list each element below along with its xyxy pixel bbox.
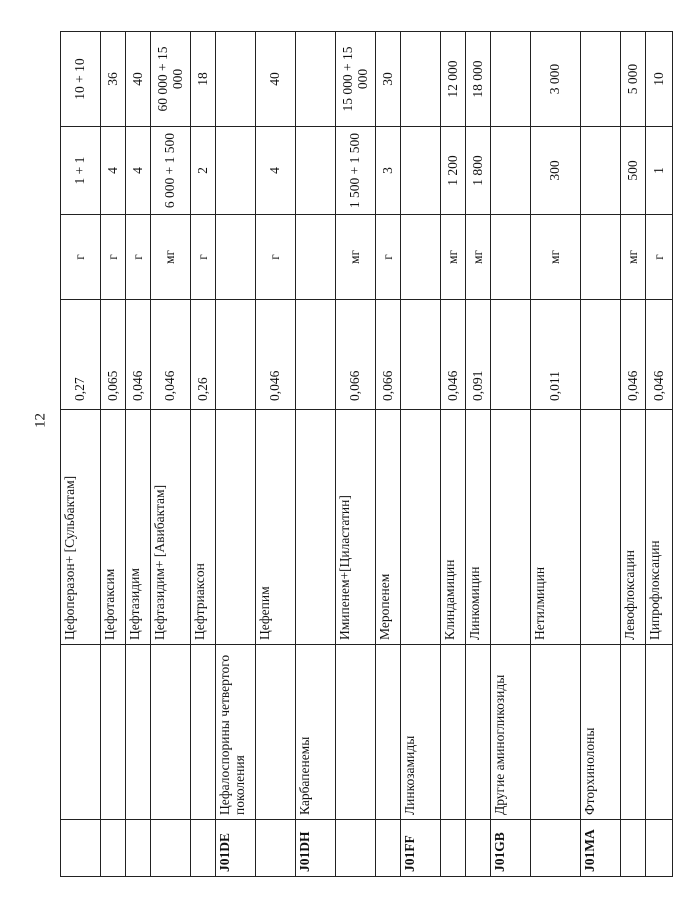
atc-code-cell [466, 820, 491, 877]
drug-name-cell: Ципрофлоксацин [646, 410, 673, 645]
unit-cell [491, 215, 531, 300]
drug-name-cell: Линкомицин [466, 410, 491, 645]
drug-name-cell: Клиндамицин [441, 410, 466, 645]
unit-cell: г [376, 215, 401, 300]
ddd-value-cell: 0,046 [621, 300, 646, 410]
unit-cell: мг [336, 215, 376, 300]
group-name-cell [466, 645, 491, 820]
ddd-value-cell: 0,046 [151, 300, 191, 410]
table-row [401, 32, 441, 877]
package-cell: 36 [101, 32, 126, 127]
dose-cell: 300 [531, 127, 581, 215]
atc-code-cell [126, 820, 151, 877]
table-row [441, 32, 466, 877]
package-cell: 3 000 [531, 32, 581, 127]
ddd-value-cell: 0,27 [61, 300, 101, 410]
package-cell: 18 [191, 32, 216, 127]
dose-cell: 500 [621, 127, 646, 215]
ddd-value-cell: 0,091 [466, 300, 491, 410]
package-cell [491, 32, 531, 127]
atc-code-cell: J01FF [401, 820, 441, 877]
group-name-cell [191, 645, 216, 820]
dose-cell [216, 127, 256, 215]
package-cell: 15 000 + 15 000 [336, 32, 376, 127]
ddd-value-cell [296, 300, 336, 410]
drug-name-cell: Цефотаксим [101, 410, 126, 645]
group-name-cell: Фторхинолоны [581, 645, 621, 820]
unit-cell: г [61, 215, 101, 300]
page-number: 12 [32, 413, 49, 428]
package-cell [581, 32, 621, 127]
table-row [376, 32, 401, 877]
dose-cell [296, 127, 336, 215]
atc-code-cell: J01GB [491, 820, 531, 877]
unit-cell [581, 215, 621, 300]
group-name-cell [376, 645, 401, 820]
unit-cell [401, 215, 441, 300]
rotated-table-container [60, 32, 666, 877]
package-cell [401, 32, 441, 127]
table-row [296, 32, 336, 877]
atc-code-cell [646, 820, 673, 877]
table-row [151, 32, 191, 877]
unit-cell: мг [441, 215, 466, 300]
package-cell: 12 000 [441, 32, 466, 127]
dose-cell: 4 [101, 127, 126, 215]
drug-name-cell: Меропенем [376, 410, 401, 645]
table-row [581, 32, 621, 877]
unit-cell: мг [531, 215, 581, 300]
drug-name-cell: Нетилмицин [531, 410, 581, 645]
table-row [191, 32, 216, 877]
ddd-value-cell [491, 300, 531, 410]
group-name-cell [336, 645, 376, 820]
drug-name-cell [401, 410, 441, 645]
group-name-cell [441, 645, 466, 820]
ddd-value-cell [216, 300, 256, 410]
drug-name-cell: Цефтазидим [126, 410, 151, 645]
group-name-cell: Карбапенемы [296, 645, 336, 820]
group-name-cell: Линкозамиды [401, 645, 441, 820]
ddd-value-cell: 0,066 [336, 300, 376, 410]
atc-code-cell [531, 820, 581, 877]
atc-code-cell [151, 820, 191, 877]
group-name-cell [531, 645, 581, 820]
drug-name-cell: Имипенем+[Циластатин] [336, 410, 376, 645]
unit-cell: г [191, 215, 216, 300]
table-row [621, 32, 646, 877]
dose-cell: 1 [646, 127, 673, 215]
package-cell [216, 32, 256, 127]
atc-code-cell: J01DH [296, 820, 336, 877]
package-cell [296, 32, 336, 127]
dose-cell [581, 127, 621, 215]
atc-code-cell [441, 820, 466, 877]
package-cell: 40 [126, 32, 151, 127]
unit-cell: г [126, 215, 151, 300]
drug-name-cell [581, 410, 621, 645]
group-name-cell: Другие аминогликозиды [491, 645, 531, 820]
unit-cell [216, 215, 256, 300]
dose-cell: 3 [376, 127, 401, 215]
dose-cell [401, 127, 441, 215]
drug-name-cell: Цефтазидим+ [Авибактам] [151, 410, 191, 645]
group-name-cell [646, 645, 673, 820]
table-row [531, 32, 581, 877]
atc-code-cell [621, 820, 646, 877]
package-cell: 30 [376, 32, 401, 127]
ddd-value-cell [401, 300, 441, 410]
table-row [101, 32, 126, 877]
table-row [646, 32, 673, 877]
group-name-cell [621, 645, 646, 820]
ddd-value-cell: 0,046 [646, 300, 673, 410]
ddd-value-cell: 0,046 [441, 300, 466, 410]
unit-cell: г [256, 215, 296, 300]
table-row [491, 32, 531, 877]
ddd-value-cell: 0,26 [191, 300, 216, 410]
ddd-value-cell: 0,065 [101, 300, 126, 410]
unit-cell: мг [621, 215, 646, 300]
table-row [216, 32, 256, 877]
dose-cell: 2 [191, 127, 216, 215]
table-row [126, 32, 151, 877]
unit-cell: г [101, 215, 126, 300]
package-cell: 60 000 + 15 000 [151, 32, 191, 127]
unit-cell: мг [151, 215, 191, 300]
table-row [61, 32, 101, 877]
drug-name-cell: Цефтриаксон [191, 410, 216, 645]
atc-code-cell [336, 820, 376, 877]
dose-cell: 1 500 + 1 500 [336, 127, 376, 215]
ddd-value-cell: 0,046 [126, 300, 151, 410]
unit-cell [296, 215, 336, 300]
drug-name-cell: Левофлоксацин [621, 410, 646, 645]
group-name-cell [126, 645, 151, 820]
ddd-value-cell [581, 300, 621, 410]
unit-cell: г [646, 215, 673, 300]
atc-code-cell [61, 820, 101, 877]
atc-code-cell [376, 820, 401, 877]
drug-name-cell [296, 410, 336, 645]
unit-cell: мг [466, 215, 491, 300]
atc-code-cell [101, 820, 126, 877]
dose-cell [491, 127, 531, 215]
package-cell: 18 000 [466, 32, 491, 127]
group-name-cell [101, 645, 126, 820]
dose-cell: 1 800 [466, 127, 491, 215]
drug-table [60, 31, 673, 877]
dose-cell: 6 000 + 1 500 [151, 127, 191, 215]
atc-code-cell: J01DE [216, 820, 256, 877]
ddd-value-cell: 0,066 [376, 300, 401, 410]
table-row [466, 32, 491, 877]
atc-code-cell [256, 820, 296, 877]
ddd-value-cell: 0,046 [256, 300, 296, 410]
drug-name-cell [491, 410, 531, 645]
atc-code-cell: J01MA [581, 820, 621, 877]
package-cell: 10 + 10 [61, 32, 101, 127]
atc-code-cell [191, 820, 216, 877]
dose-cell: 4 [126, 127, 151, 215]
package-cell: 5 000 [621, 32, 646, 127]
group-name-cell [151, 645, 191, 820]
drug-name-cell: Цефепим [256, 410, 296, 645]
package-cell: 10 [646, 32, 673, 127]
table-row [336, 32, 376, 877]
drug-name-cell [216, 410, 256, 645]
group-name-cell: Цефалоспорины четвертого поколения [216, 645, 256, 820]
ddd-value-cell: 0,011 [531, 300, 581, 410]
package-cell: 40 [256, 32, 296, 127]
table-row [256, 32, 296, 877]
dose-cell: 1 200 [441, 127, 466, 215]
dose-cell: 4 [256, 127, 296, 215]
group-name-cell [61, 645, 101, 820]
dose-cell: 1 + 1 [61, 127, 101, 215]
table-body [61, 32, 673, 877]
group-name-cell [256, 645, 296, 820]
drug-name-cell: Цефоперазон+ [Сульбактам] [61, 410, 101, 645]
